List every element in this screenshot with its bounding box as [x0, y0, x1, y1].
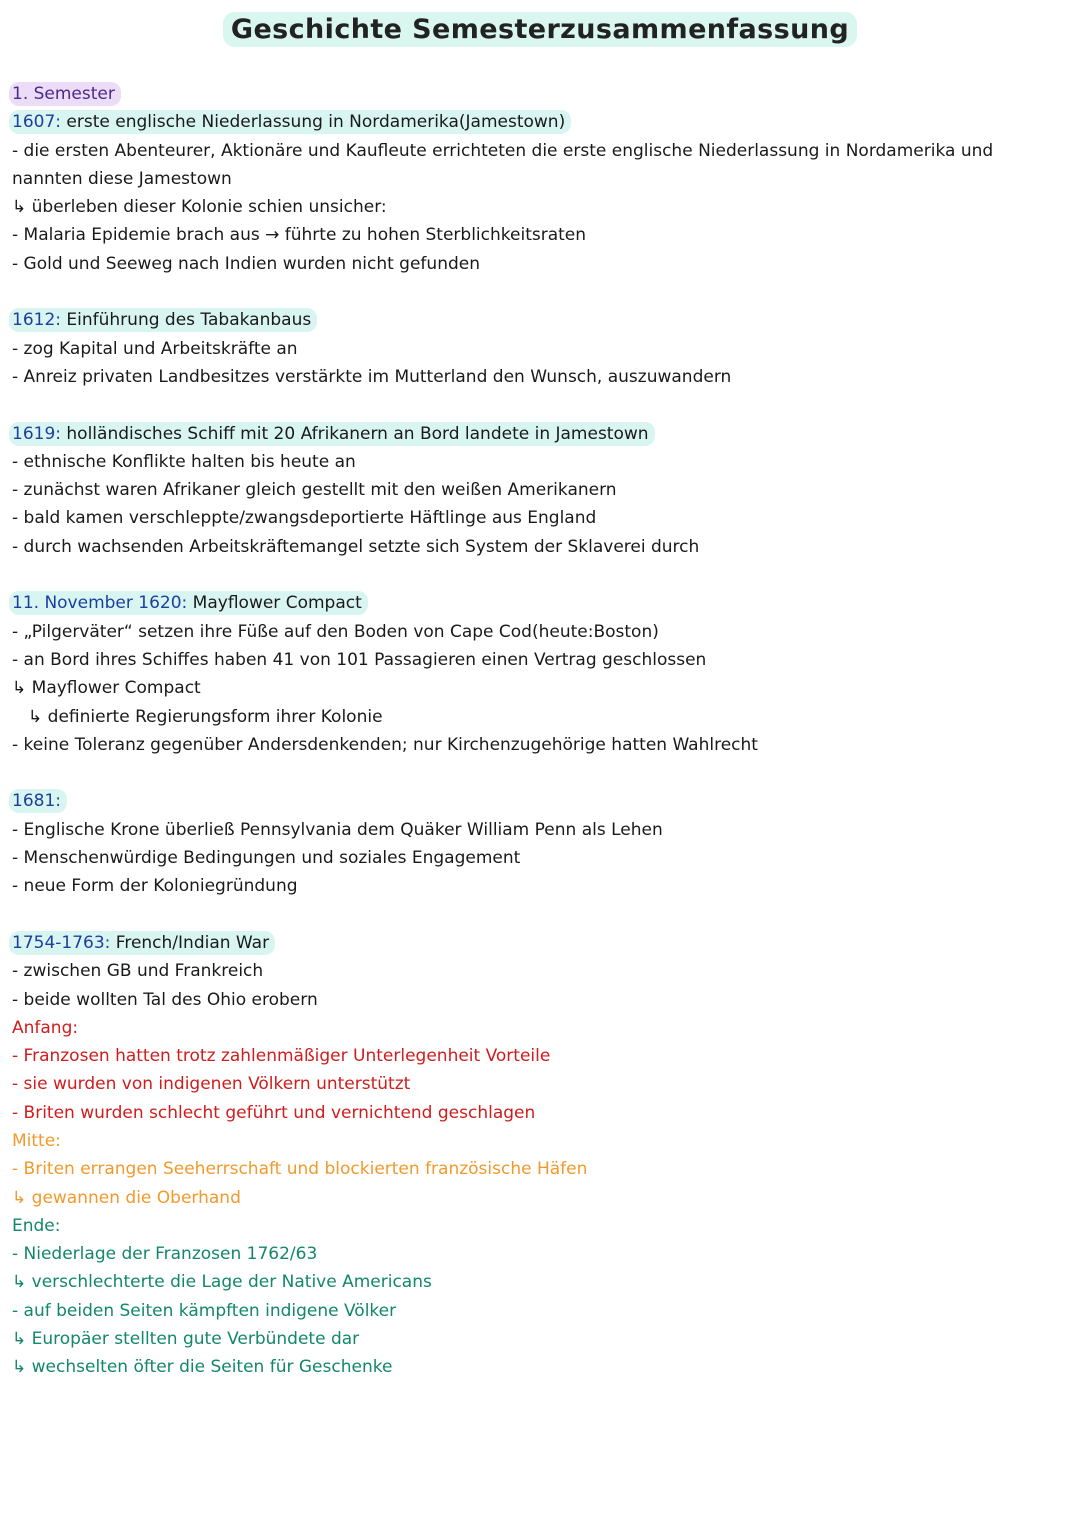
mitte-line: - Briten errangen Seeherrschaft und blockierten französische Häfen: [12, 1159, 588, 1180]
year-label: 11. November 1620:: [12, 593, 188, 614]
heading-highlight: [9, 110, 571, 134]
bullet-line: - Englische Krone überließ Pennsylvania dem Quäker William Penn als Lehen: [12, 819, 663, 840]
anfang-line: - sie wurden von indigenen Völkern unterstützt: [12, 1074, 411, 1095]
bullet-line: - zunächst waren Afrikaner gleich gestellt mit den weißen Amerikanern: [12, 480, 617, 501]
bullet-line: - neue Form der Koloniegründung: [12, 876, 298, 897]
section-gap: [12, 561, 1062, 589]
phase-ende-label: Ende:: [12, 1215, 61, 1236]
sub-line: ↳ überleben dieser Kolonie schien unsicher:: [12, 197, 387, 218]
heading-text: Einführung des Tabakanbaus: [61, 310, 312, 331]
bullet-line: - „Pilgerväter“ setzen ihre Füße auf den Boden von Cape Cod(heute:Boston): [12, 621, 659, 642]
bullet-line: - die ersten Abenteurer, Aktionäre und Kaufleute errichteten die erste englische Niederlassung in Nordamerika und nannten diese Jamestown: [12, 140, 994, 189]
bullet-line: - zwischen GB und Frankreich: [12, 961, 264, 982]
bullet-line: - Anreiz privaten Landbesitzes verstärkte im Mutterland den Wunsch, auszuwandern: [12, 366, 732, 387]
bullet-line: - ethnische Konflikte halten bis heute an: [12, 451, 356, 472]
ende-line: ↳ verschlechterte die Lage der Native Americans: [12, 1272, 432, 1293]
bullet-line: - durch wachsenden Arbeitskräftemangel setzte sich System der Sklaverei durch: [12, 536, 700, 557]
bullet-line: - beide wollten Tal des Ohio erobern: [12, 989, 318, 1010]
semester-label: 1. Semester: [12, 84, 115, 104]
heading-text: Mayflower Compact: [187, 593, 362, 614]
section-gap: [12, 901, 1062, 929]
semester-heading: [9, 82, 121, 106]
page-title: Geschichte Semesterzusammenfassung: [223, 12, 857, 47]
year-label: 1754-1763:: [12, 932, 111, 953]
heading-highlight: [9, 789, 67, 813]
year-label: 1607:: [12, 112, 61, 133]
section-1619-heading: [12, 420, 1062, 448]
year-label: 1681:: [12, 791, 61, 812]
year-label: 1612:: [12, 310, 61, 331]
section-1607-heading: [12, 108, 1062, 136]
anfang-line: - Briten wurden schlecht geführt und vernichtend geschlagen: [12, 1102, 536, 1123]
anfang-line: - Franzosen hatten trotz zahlenmäßiger Unterlegenheit Vorteile: [12, 1046, 551, 1067]
bullet-line: - Gold und Seeweg nach Indien wurden nicht gefunden: [12, 253, 480, 274]
bullet-line: - zog Kapital und Arbeitskräfte an: [12, 338, 298, 359]
bullet-line: - keine Toleranz gegenüber Andersdenkenden; nur Kirchenzugehörige hatten Wahlrecht: [12, 734, 758, 755]
heading-highlight: [9, 591, 368, 615]
ende-line: ↳ Europäer stellten gute Verbündete dar: [12, 1329, 360, 1350]
notes-content: [12, 80, 1062, 1382]
sub-sub-line: ↳ definierte Regierungsform ihrer Kolonie: [28, 706, 383, 727]
heading-text: holländisches Schiff mit 20 Afrikanern an Bord landete in Jamestown: [61, 423, 649, 444]
section-1612-heading: [12, 306, 1062, 334]
phase-mitte-label: Mitte:: [12, 1130, 61, 1151]
ende-line: - auf beiden Seiten kämpften indigene Völker: [12, 1300, 397, 1321]
heading-highlight: [9, 308, 317, 332]
bullet-line: - an Bord ihres Schiffes haben 41 von 101 Passagieren einen Vertrag geschlossen: [12, 649, 707, 670]
section-gap: [12, 759, 1062, 787]
sub-line: ↳ Mayflower Compact: [12, 678, 201, 699]
heading-highlight: [9, 931, 275, 955]
heading-text: French/Indian War: [110, 932, 270, 953]
section-1681-heading: [12, 787, 1062, 815]
heading-text: erste englische Niederlassung in Nordamerika(Jamestown): [61, 112, 566, 133]
ende-line: ↳ wechselten öfter die Seiten für Geschenke: [12, 1357, 393, 1378]
section-gap: [12, 278, 1062, 306]
bullet-line: - bald kamen verschleppte/zwangsdeportierte Häftlinge aus England: [12, 508, 597, 529]
heading-highlight: [9, 422, 655, 446]
bullet-line: - Malaria Epidemie brach aus → führte zu hohen Sterblichkeitsraten: [12, 225, 587, 246]
mitte-line: ↳ gewannen die Oberhand: [12, 1187, 241, 1208]
ende-line: - Niederlage der Franzosen 1762/63: [12, 1244, 318, 1265]
section-1754-heading: [12, 929, 1062, 957]
title-wrap: [0, 12, 1080, 47]
bullet-line: - Menschenwürdige Bedingungen und soziales Engagement: [12, 848, 521, 869]
semester-heading-line: [12, 80, 1062, 108]
section-gap: [12, 391, 1062, 419]
section-1620-heading: [12, 589, 1062, 617]
year-label: 1619:: [12, 423, 61, 444]
phase-anfang-label: Anfang:: [12, 1017, 79, 1038]
